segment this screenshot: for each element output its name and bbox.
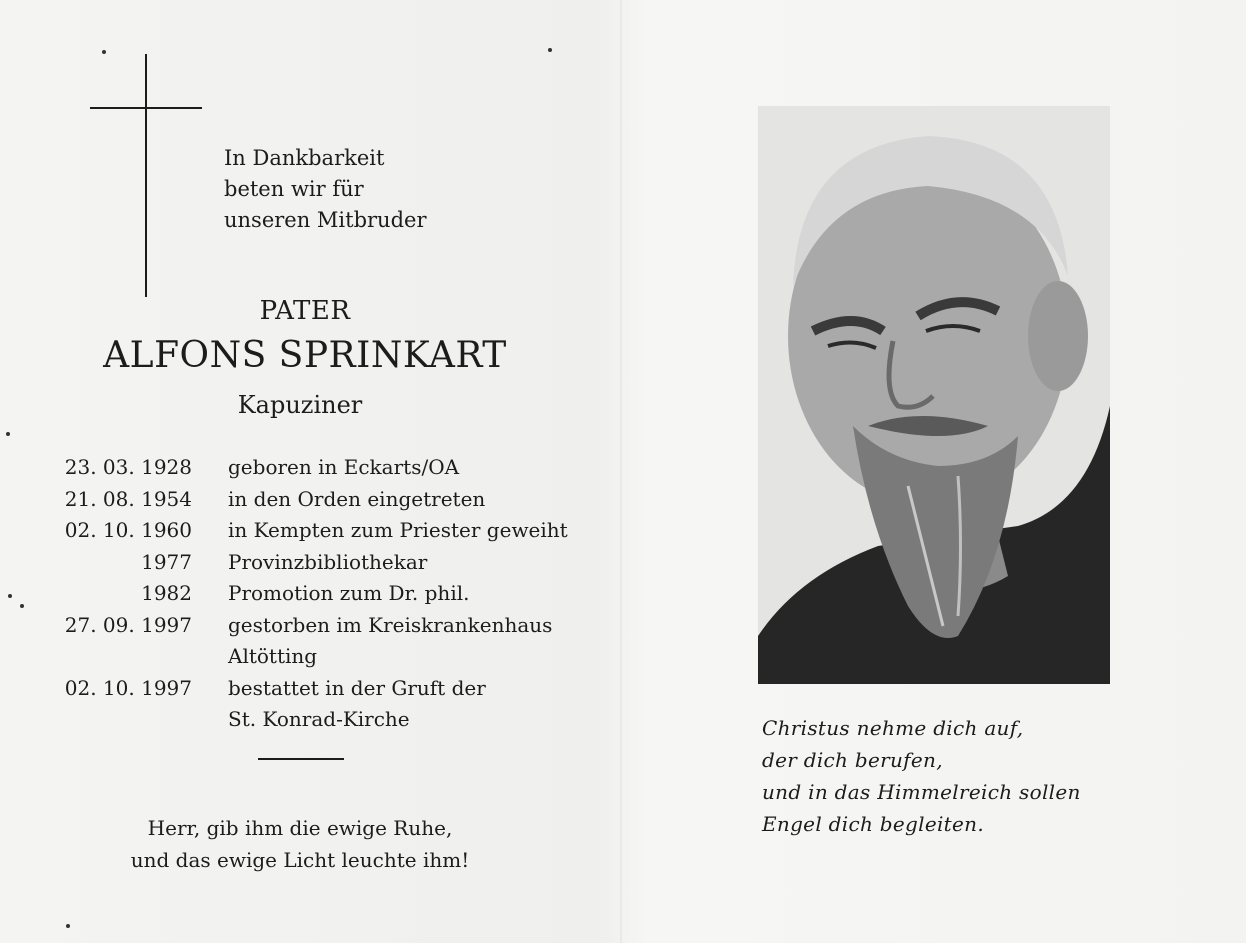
timeline-date: 23. 03. 1928 (64, 455, 192, 479)
timeline-row (60, 515, 568, 547)
timeline-event: Altötting (228, 644, 318, 668)
timeline-event: geboren in Eckarts/OA (228, 455, 460, 479)
quote-line: Christus nehme dich auf, (762, 716, 1024, 740)
prayer-line: Herr, gib ihm die ewige Ruhe, (147, 816, 453, 840)
timeline-date: 1982 (141, 581, 192, 605)
timeline-event: St. Konrad-Kirche (228, 707, 410, 731)
timeline-row (60, 704, 568, 736)
timeline-event: gestorben im Kreiskrankenhaus (228, 612, 553, 637)
timeline-date: 21. 08. 1954 (64, 486, 192, 511)
speck (66, 924, 70, 928)
intro-line: In Dankbarkeit (224, 146, 385, 170)
timeline-row (60, 484, 568, 516)
speck (6, 432, 10, 436)
timeline-event: bestattet in der Gruft der (228, 675, 486, 700)
quote-line: Engel dich begleiten. (762, 812, 984, 836)
timeline-event: Promotion zum Dr. phil. (228, 581, 470, 605)
intro-line: unseren Mitbruder (224, 208, 427, 232)
title (0, 296, 620, 326)
portrait-illustration (758, 106, 1110, 684)
timeline-date: 02. 10. 1997 (64, 675, 192, 700)
timeline-event: in Kempten zum Priester geweiht (228, 518, 568, 542)
timeline-row (60, 547, 568, 579)
speck (8, 594, 12, 598)
timeline-event: in den Orden eingetreten (228, 486, 486, 511)
prayer-line: und das ewige Licht leuchte ihm! (130, 848, 470, 872)
divider (258, 758, 344, 760)
order (0, 391, 620, 419)
prayer (0, 812, 620, 876)
timeline-row (60, 610, 568, 642)
timeline (60, 452, 568, 736)
name-text: ALFONS SPRINKART (103, 335, 507, 376)
cross-icon-horizontal (90, 107, 202, 109)
order-text: Kapuziner (237, 391, 363, 419)
timeline-date: 1977 (141, 549, 192, 574)
quote-line: und in das Himmelreich sollen (762, 780, 1081, 804)
timeline-date: 27. 09. 1997 (64, 612, 192, 637)
title-text: PATER (259, 296, 351, 326)
timeline-date: 02. 10. 1960 (64, 518, 192, 542)
speck (20, 604, 24, 608)
timeline-row (60, 673, 568, 705)
timeline-row (60, 578, 568, 610)
name (0, 335, 620, 376)
intro-text (224, 143, 427, 236)
intro-line: beten wir für (224, 177, 364, 201)
card-fold (620, 0, 622, 943)
cross-icon-vertical (145, 54, 147, 297)
quote-line: der dich berufen, (762, 748, 943, 772)
speck (102, 50, 106, 54)
timeline-row (60, 452, 568, 484)
portrait-photo (758, 106, 1110, 684)
timeline-event: Provinzbibliothekar (228, 549, 428, 574)
timeline-row (60, 641, 568, 673)
bible-quote (762, 712, 1081, 840)
speck (548, 48, 552, 52)
